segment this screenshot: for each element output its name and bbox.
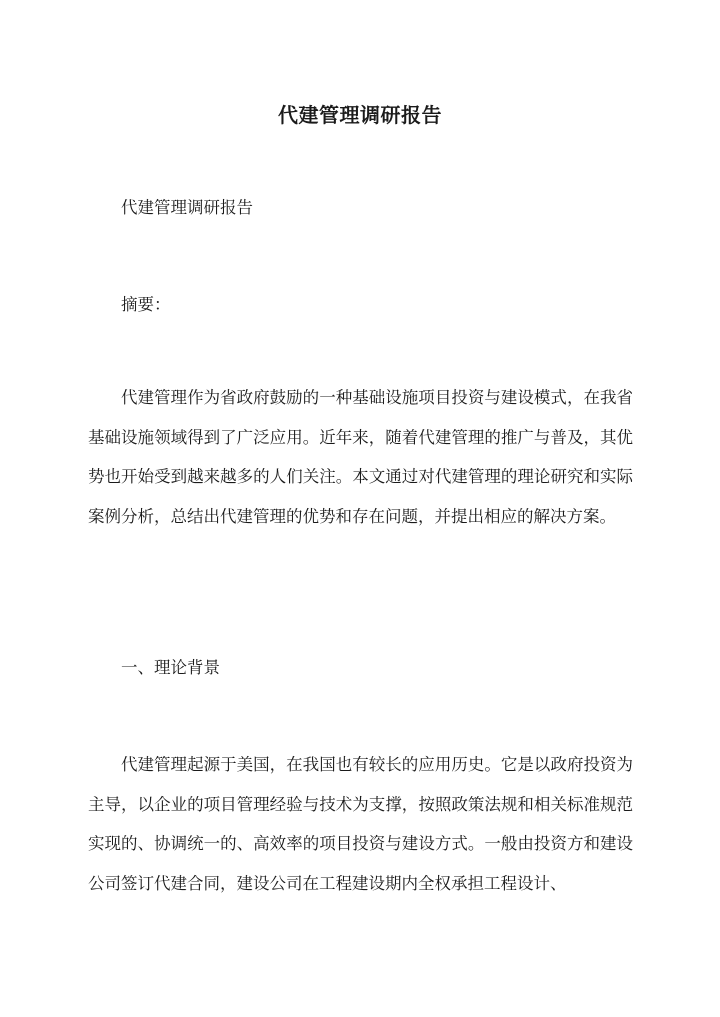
abstract-label: 摘要： <box>121 295 171 314</box>
section-paragraph-theory-background: 代建管理起源于美国，在我国也有较长的应用历史。它是以政府投资为主导，以企业的项目管理经验与技术为支撑，按照政策法规和相关标准规范实现的、协调统一的、高效率的项目投资与建设方式。一般由投资方和建设公司签订代建合同，建设公司在工程建设期内全权承担工程设计、 <box>88 755 633 893</box>
document-title: 代建管理调研报告 <box>278 103 442 128</box>
abstract-paragraph: 代建管理作为省政府鼓励的一种基础设施项目投资与建设模式，在我省基础设施领域得到了广泛应用。近年来，随着代建管理的推广与普及，其优势也开始受到越来越多的人们关注。本文通过对代建管理的理论研究和实际案例分析，总结出代建管理的优势和存在问题，并提出相应的解决方案。 <box>88 388 633 526</box>
section-heading-theory-background: 一、理论背景 <box>121 658 220 677</box>
document-subtitle: 代建管理调研报告 <box>121 198 253 217</box>
